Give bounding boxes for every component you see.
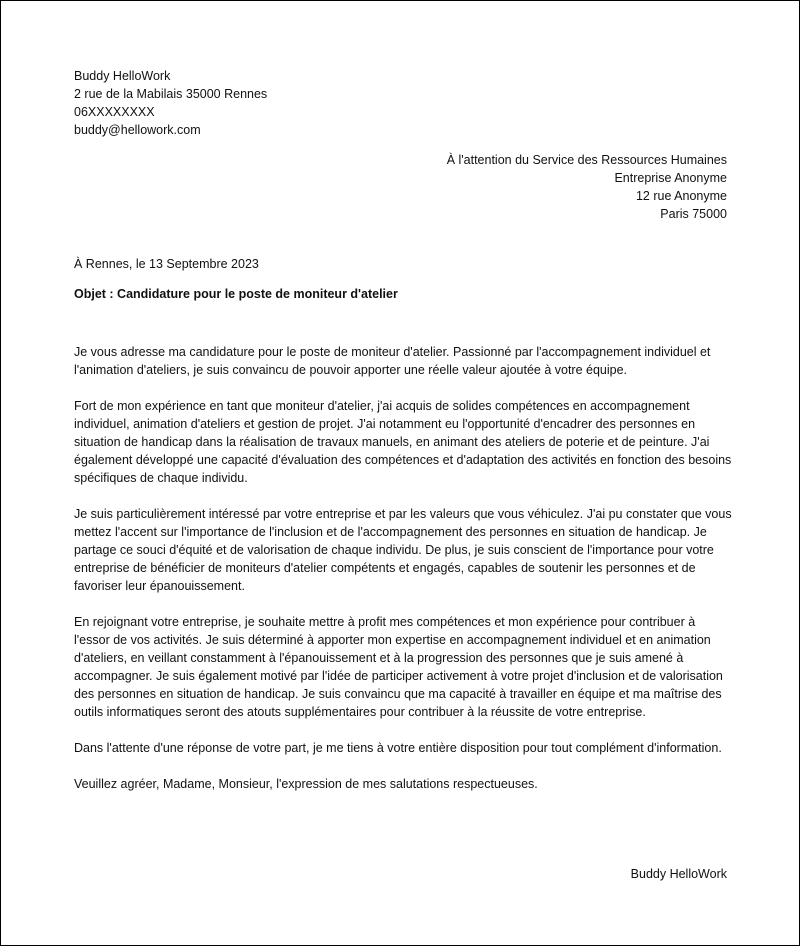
sender-name: Buddy HelloWork [74, 69, 171, 83]
recipient-attention: À l'attention du Service des Ressources Humaines [446, 153, 727, 167]
recipient-company: Entreprise Anonyme [614, 171, 727, 185]
closing-paragraph: Veuillez agréer, Madame, Monsieur, l'expression de mes salutations respectueuses. [74, 777, 538, 791]
recipient-block [447, 151, 727, 223]
body-paragraph: En rejoignant votre entreprise, je souhaite mettre à profit mes compétences et mon expérience pour contribuer à l'essor de vos activités. Je suis déterminé à apporter mon expertise en accompagnement individuel et en animation d'ateliers, en veillant constamment à l'épanouissement et à la progression des personnes que je suis amené à accompagner. Je suis également motivé par l'idée de participer activement à votre projet d'inclusion et de valorisation des personnes en situation de handicap. Je suis convaincu que ma capacité à travailler en équipe et ma maîtrise des outils informatiques seront des atouts supplémentaires pour contribuer à la réussite de votre entreprise. [74, 615, 723, 719]
body-paragraph: Je suis particulièrement intéressé par votre entreprise et par les valeurs que vous véhiculez. J'ai pu constater que vous mettez l'accent sur l'importance de l'inclusion et de l'accompagnement des personnes en situation de handicap. Je partage ce souci d'équité et de valorisation de chaque individu. De plus, je suis conscient de l'importance pour votre entreprise de bénéficier de moniteurs d'atelier compétents et engagés, capables de soutenir les personnes et de favoriser leur épanouissement. [74, 507, 732, 593]
body-paragraph: Fort de mon expérience en tant que moniteur d'atelier, j'ai acquis de solides compétences en accompagnement individuel, animation d'ateliers et gestion de projet. J'ai notamment eu l'opportunité d'encadrer des personnes en situation de handicap dans la réalisation de travaux manuels, en animant des ateliers de poterie et de peinture. J'ai également développé une capacité d'évaluation des compétences et d'adaptation des activités en fonction des besoins spécifiques de chaque individu. [74, 399, 732, 485]
date-line: À Rennes, le 13 Septembre 2023 [74, 257, 259, 271]
body-paragraph: Je vous adresse ma candidature pour le poste de moniteur d'atelier. Passionné par l'accompagnement individuel et l'animation d'ateliers, je suis convaincu de pouvoir apporter une réelle valeur ajoutée à votre équipe. [74, 345, 711, 377]
subject-line: Objet : Candidature pour le poste de moniteur d'atelier [74, 287, 398, 301]
sender-address: 2 rue de la Mabilais 35000 Rennes [74, 87, 268, 101]
signature: Buddy HelloWork [630, 867, 727, 881]
body-paragraph: Dans l'attente d'une réponse de votre part, je me tiens à votre entière disposition pour tout complément d'information. [74, 741, 722, 755]
sender-email: buddy@hellowork.com [74, 123, 201, 137]
sender-phone: 06XXXXXXXX [74, 105, 155, 119]
recipient-city: Paris 75000 [660, 207, 727, 221]
recipient-street: 12 rue Anonyme [635, 189, 727, 203]
letter-body [74, 343, 734, 811]
sender-block [74, 67, 267, 139]
